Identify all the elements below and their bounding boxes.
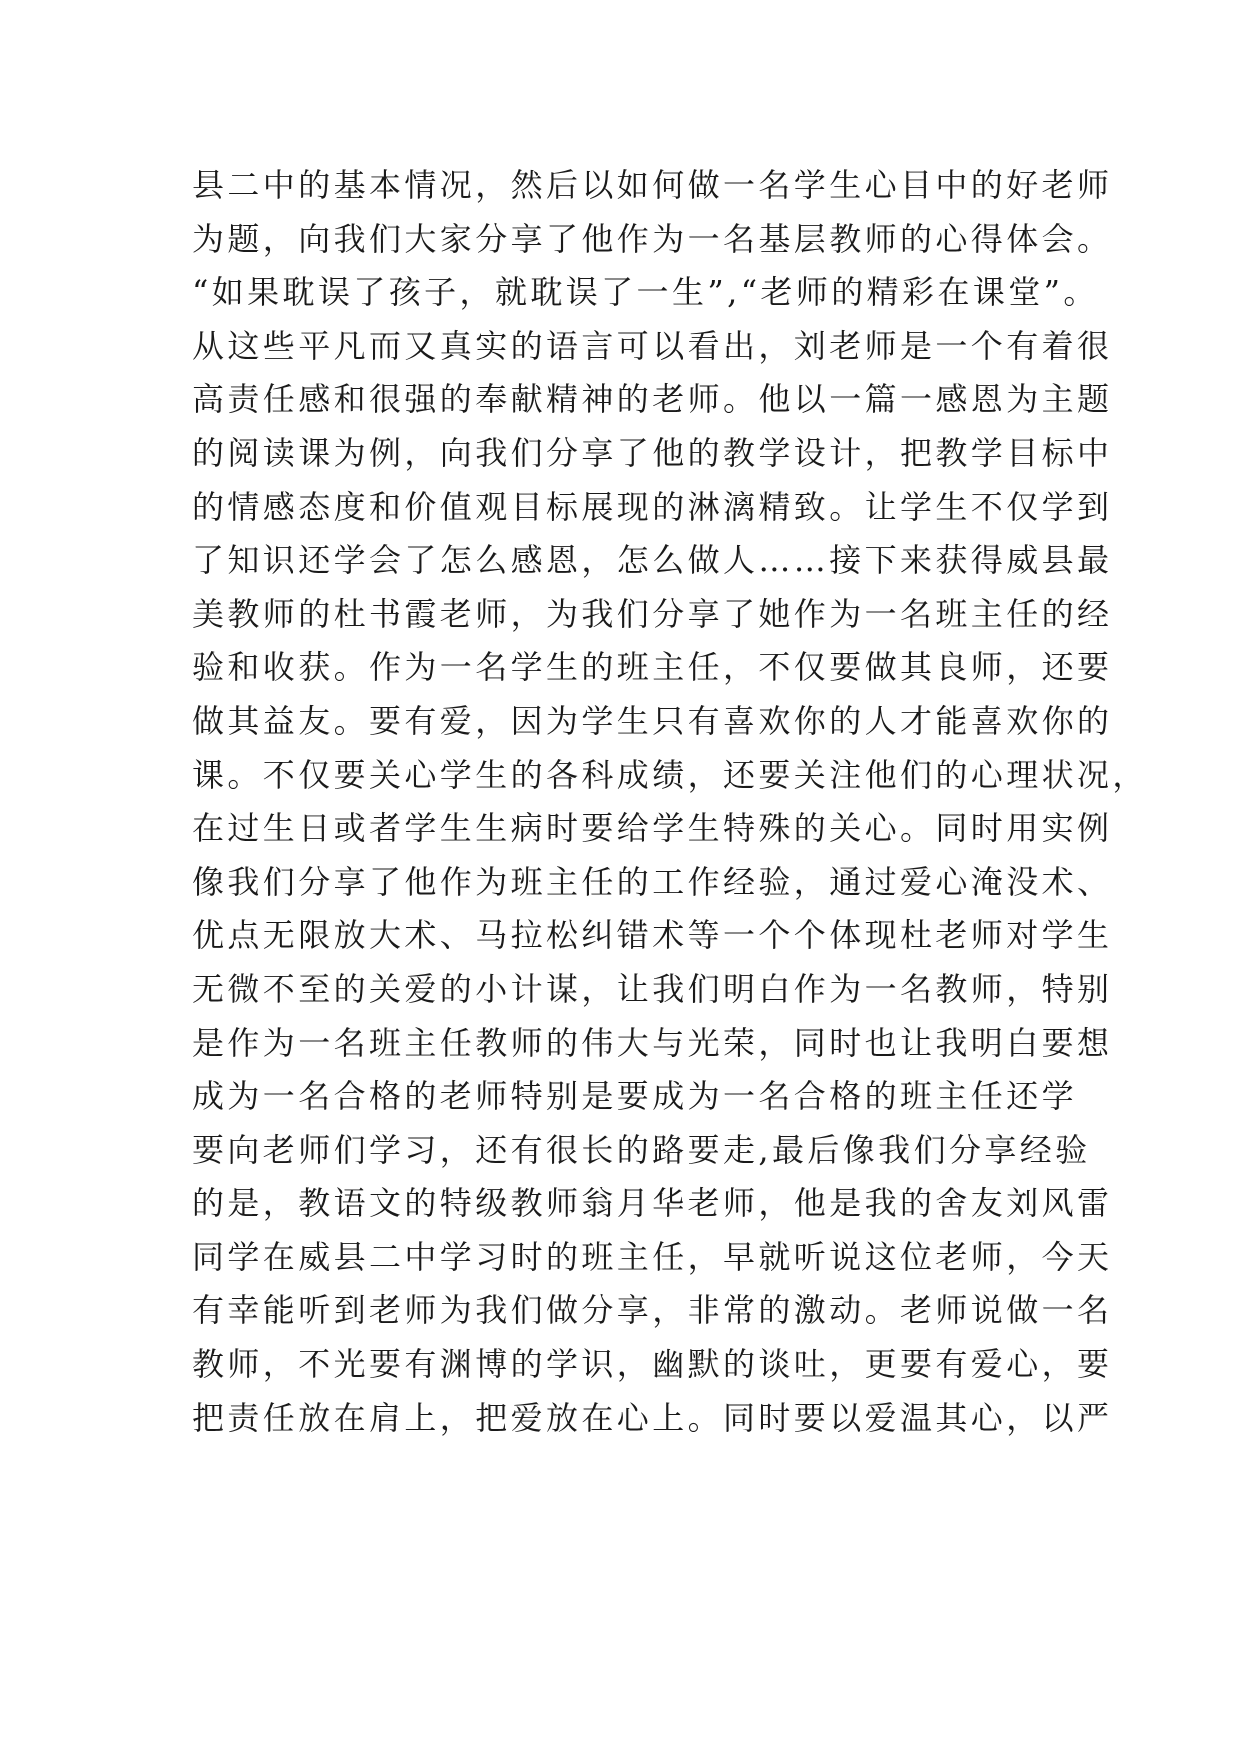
text-line: 优点无限放大术、马拉松纠错术等一个个体现杜老师对学生 [192, 916, 1113, 955]
text-line: 无微不至的关爱的小计谋，让我们明白作为一名教师，特别 [192, 969, 1113, 1008]
text-line: 成为一名合格的老师特别是要成为一名合格的班主任还学 [192, 1077, 1078, 1116]
text-line: 像我们分享了他作为班主任的工作经验，通过爱心淹没术、 [192, 862, 1113, 901]
text-line: 的情感态度和价值观目标展现的淋漓精致。让学生不仅学到 [192, 487, 1113, 526]
text-line: 了知识还学会了怎么感恩，怎么做人……接下来获得威县最 [192, 541, 1113, 580]
text-line: 课。不仅要关心学生的各科成绩，还要关注他们的心理状况， [192, 755, 1148, 794]
text-line: 从这些平凡而又真实的语言可以看出，刘老师是一个有着很 [192, 326, 1113, 365]
text-line: 的是，教语文的特级教师翁月华老师，他是我的舍友刘风雷 [192, 1184, 1113, 1223]
body-text [192, 159, 1148, 1445]
text-line: 高责任感和很强的奉献精神的老师。他以一篇一感恩为主题 [192, 380, 1113, 419]
text-line: 要向老师们学习，还有很长的路要走,最后像我们分享经验 [192, 1130, 1091, 1169]
text-line: 美教师的杜书霞老师，为我们分享了她作为一名班主任的经 [192, 594, 1113, 633]
text-line: 同学在威县二中学习时的班主任，早就听说这位老师，今天 [192, 1237, 1113, 1276]
text-line: 为题，向我们大家分享了他作为一名基层教师的心得体会。 [192, 219, 1113, 258]
text-line: 把责任放在肩上，把爱放在心上。同时要以爱温其心，以严 [192, 1398, 1113, 1437]
text-line: 是作为一名班主任教师的伟大与光荣，同时也让我明白要想 [192, 1023, 1113, 1062]
text-line: 的阅读课为例，向我们分享了他的教学设计，把教学目标中 [192, 433, 1113, 472]
text-line: 验和收获。作为一名学生的班主任，不仅要做其良师，还要 [192, 648, 1113, 687]
text-line: 有幸能听到老师为我们做分享，非常的激动。老师说做一名 [192, 1291, 1113, 1330]
text-line: 县二中的基本情况，然后以如何做一名学生心目中的好老师 [192, 166, 1113, 204]
text-line: 教师，不光要有渊博的学识，幽默的谈吐，更要有爱心，要 [192, 1345, 1113, 1384]
text-line: 做其益友。要有爱，因为学生只有喜欢你的人才能喜欢你的 [192, 701, 1113, 740]
text-line: 在过生日或者学生生病时要给学生特殊的关心。同时用实例 [192, 809, 1113, 848]
text-line: “如果耽误了孩子，就耽误了一生”,“老师的精彩在课堂”。 [192, 273, 1099, 312]
